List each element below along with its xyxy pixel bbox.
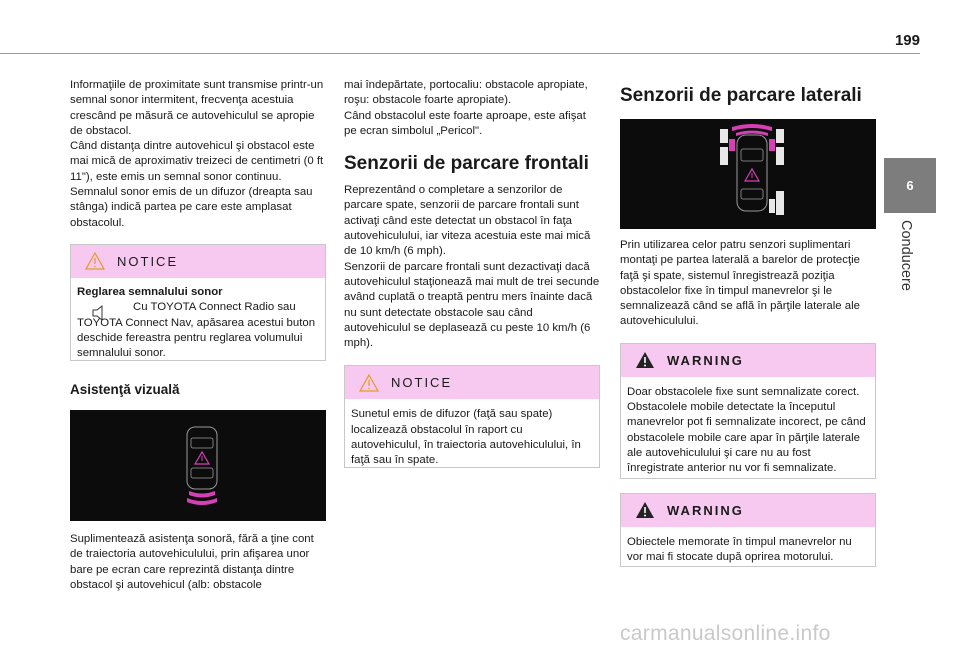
section-heading: Asistenţă vizuală	[70, 381, 180, 397]
watermark[interactable]: carmanualsonline.info	[620, 622, 831, 645]
paragraph: Când distanţa dintre autovehicul şi obstacol este mai mică de aproximativ treizeci de centimetri (0 ft 11"), este emis un semnal sonor continuu.	[70, 140, 324, 183]
warning-title: WARNING	[667, 502, 744, 518]
notice-heading: Reglarea semnalului sonor	[77, 285, 223, 298]
notice-body	[345, 399, 599, 476]
page-number: 199	[894, 32, 920, 49]
notice-title: NOTICE	[391, 375, 453, 391]
warning-triangle-icon	[635, 501, 655, 519]
paragraph: Suplimentează asistenţa sonoră, fără a ţine cont de traiectoria autovehiculului, prin afişarea unor bare pe ecran care reprezintă distanţa dintre obstacol şi autovehicul (alb: obstacole	[70, 532, 314, 591]
speaker-icon	[91, 304, 107, 322]
warning-body	[621, 377, 875, 485]
paragraph: Când obstacolul este foarte aproape, este afişat pe ecran simbolul „Pericol".	[344, 109, 586, 137]
notice-header	[71, 245, 325, 278]
paragraph: Prin utilizarea celor patru senzori suplimentari montaţi pe partea laterală a barelor de protecţie faţă şi spate, sistemul înregistrează poziţia obstacolelor fixe în timpul manevrelor şi le semnalizează când se află în părţile laterale ale autovehiculului.	[620, 239, 860, 328]
rear-parking-display-image	[70, 410, 326, 521]
header-rule	[0, 53, 920, 54]
car-side-sensor-illustration	[620, 119, 876, 229]
warning-triangle-icon	[635, 351, 655, 369]
notice-header	[345, 366, 599, 399]
warning-title: WARNING	[667, 352, 744, 368]
chapter-title: Conducere	[898, 220, 914, 291]
warning-text: Obiectele memorate în timpul manevrelor nu vor mai fi stocate după oprirea motorului.	[627, 535, 852, 564]
chapter-tab[interactable]: 6	[884, 158, 936, 213]
warning-header	[621, 344, 875, 377]
section-heading: Senzorii de parcare laterali	[620, 85, 862, 106]
paragraph: Senzorii de parcare frontali sunt dezactivaţi dacă autovehiculul staţionează mai mult de trei secunde având cuplată o treaptă pentru mers înainte dacă nu sunt detectate obstacole sau când autovehiculul se deplasează cu peste 10 km/h (6 mph).	[344, 260, 600, 350]
paragraph: Reprezentând o completare a senzorilor de parcare spate, senzorii de parcare frontali sunt activaţi când este detectat un obstacol în faţa autovehiculului, iar viteza acestuia este mai mică de 10 km/h (6 mph).	[344, 184, 591, 258]
caution-triangle-icon	[85, 252, 105, 270]
paragraph: Semnalul sonor emis de un difuzor (dreapta sau stânga) indică partea pe care este amplasat obstacolul.	[70, 186, 313, 229]
column-1	[70, 78, 326, 593]
column-2	[344, 78, 600, 468]
car-rear-sensor-illustration	[70, 410, 326, 521]
notice-text	[77, 300, 319, 361]
warning-text: Doar obstacolele fixe sunt semnalizate corect. Obstacolele mobile detectate la începutul manevrelor pot fi semnalizate incorect, pe când obstacolele mobile care apar în părţile laterale ale autovehiculului şi care nu au fost înregistrate anterior nu vor fi semnalizate.	[627, 385, 866, 475]
warning-header	[621, 494, 875, 527]
notice-box	[70, 244, 326, 361]
notice-text: Sunetul emis de difuzor (faţă sau spate) localizează obstacolul în raport cu autovehiculul, în traiectoria autovehiculului, în faţă sau în spate.	[351, 408, 581, 467]
notice-body-text: Cu TOYOTA Connect Radio sau TOYOTA Connect Nav, apăsarea acestui buton deschide fereastra pentru reglarea volumului semnalului sonor.	[77, 301, 316, 360]
warning-body	[621, 527, 875, 574]
paragraph: Informaţiile de proximitate sunt transmise printr-un semnal sonor intermitent, frecvenţa acestuia crescând pe măsură ce autovehiculul se apropie de obstacol.	[70, 79, 324, 137]
column-3	[620, 78, 876, 567]
caution-triangle-icon	[359, 374, 379, 392]
notice-body	[71, 278, 325, 369]
paragraph: mai îndepărtate, portocaliu: obstacole apropiate, roşu: obstacole foarte apropiate).	[344, 79, 588, 107]
notice-title: NOTICE	[117, 253, 179, 269]
warning-box	[620, 493, 876, 567]
warning-box	[620, 343, 876, 479]
notice-box	[344, 365, 600, 468]
side-parking-display-image	[620, 119, 876, 229]
section-heading: Senzorii de parcare frontali	[344, 153, 589, 175]
chapter-label	[884, 220, 936, 310]
